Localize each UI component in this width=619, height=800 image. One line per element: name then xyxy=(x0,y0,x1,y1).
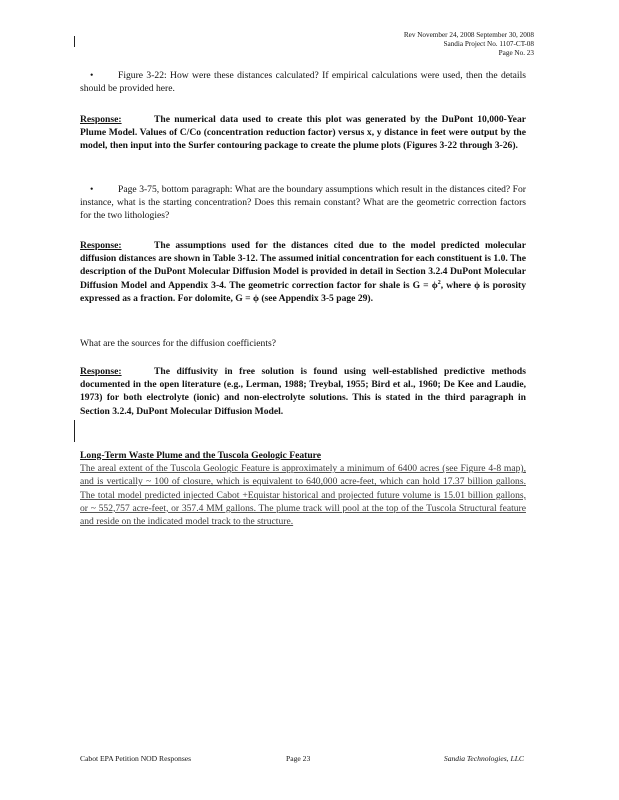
response-text-b: , where ϕ is porosity expressed as a fraction. For dolomite, G = ϕ (see Appendix 3-5 page 29). xyxy=(80,279,526,304)
footer-page-number: Page 23 xyxy=(286,754,311,763)
question-diffusion xyxy=(80,337,526,350)
header-page: Page No. 23 xyxy=(498,49,534,58)
bullet-marker: • xyxy=(90,184,94,195)
footer-left: Cabot EPA Petition NOD Responses xyxy=(80,754,192,763)
tuscola-section xyxy=(80,449,526,528)
response-2 xyxy=(80,239,526,305)
bullet-figure-3-22 xyxy=(80,69,526,95)
section-heading: Long-Term Waste Plume and the Tuscola Geologic Feature xyxy=(80,450,321,461)
header-project: Sandia Project No. 1107-CT-08 xyxy=(443,40,534,49)
bullet-marker: • xyxy=(90,70,94,81)
question-text: What are the sources for the diffusion coefficients? xyxy=(80,338,276,349)
superscript-2: 2 xyxy=(437,279,441,286)
response-text: The numerical data used to create this plot was generated by the DuPont 10,000-Year Plume Model. Values of C/Co (concentration reduction factor) versus x, y distance in feet were output by the model, then input into the Surfer contouring package to create the plume plots (Figures 3-22 through 3-26). xyxy=(80,114,526,152)
footer-company: Sandia Technologies, LLC xyxy=(443,754,524,763)
response-text: The diffusivity in free solution is found using well-established predictive methods documented in the open literature (e.g., Lerman, 1988; Treybal, 1955; Bird et al., 1960; De Kee and Laudie, 1973) for both electrolyte (ionic) and non-electrolyte solutions. This is stated in the third paragraph in Section 3.2.4, DuPont Molecular Diffusion Model. xyxy=(80,366,526,417)
bullet-text: Page 3-75, bottom paragraph: What are the boundary assumptions which result in the distances cited? For instance, what is the starting concentration? Does this remain constant? What are the geometric correction factors for the two lithologies? xyxy=(80,184,526,222)
change-bar-middle xyxy=(74,420,75,442)
bullet-text: Figure 3-22: How were these distances calculated? If empirical calculations were used, then the details should be provided here. xyxy=(80,70,526,95)
section-text: The areal extent of the Tuscola Geologic Feature is approximately a minimum of 6400 acres (see Figure 4-8 map), and is vertically ~ 100 of closure, which is equivalent to 640,000 acre-feet, which can hold 17.37 billion gallons. The total model predicted injected Cabot +Equistar historical and projected future volume is 15.01 billion gallons, or ~ 552,757 acre-feet, or 357.4 MM gallons. The plume track will pool at the top of the Tuscola Structural feature and reside on the indicated model track to the structure. xyxy=(80,463,526,528)
bullet-page-3-75 xyxy=(80,183,526,223)
response-label: Response: xyxy=(80,114,122,125)
response-1 xyxy=(80,113,526,153)
header-revision: Rev November 24, 2008 September 30, 2008 xyxy=(403,31,534,39)
response-label: Response: xyxy=(80,240,122,251)
change-bar-top xyxy=(74,36,75,47)
response-label: Response: xyxy=(80,366,122,377)
page-header xyxy=(404,31,534,59)
response-text-a: The assumptions used for the distances cited due to the model predicted molecular diffusion distances are shown in Table 3-12. The assumed initial concentration for each constituent is 1.0. The description of the DuPont Molecular Diffusion Model is provided in detail in Section 3.2.4 DuPont Molecular Diffusion Model and Appendix 3-4. The geometric correction factor for shale is G = ϕ xyxy=(80,240,526,291)
response-3 xyxy=(80,365,526,418)
